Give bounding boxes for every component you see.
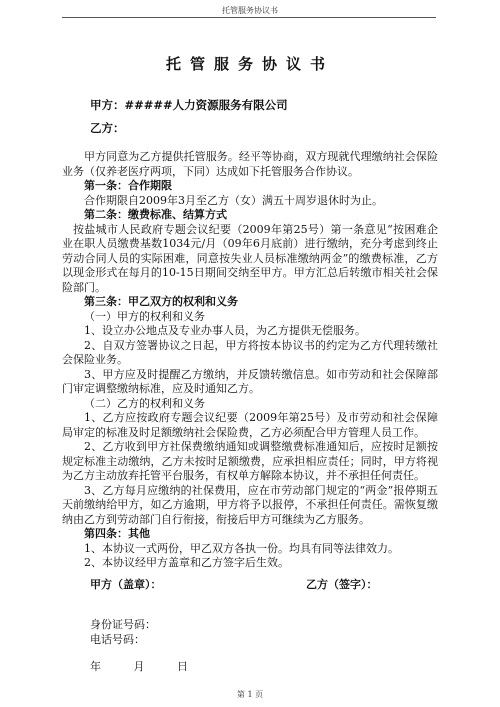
header-rule [62, 17, 436, 18]
date-day: 日 [177, 660, 188, 673]
section-4-item-2: 2、本协议经甲方盖章和乙方签字后生效。 [84, 556, 289, 569]
section-1-title: 第一条：合作期限 [84, 179, 172, 192]
section-3-a-item-3: 3、甲方应及时提醒乙方缴纳，并反馈转缴信息。如市劳动和社会保障部门审定调整缴纳标准，应及时通知乙方。 [62, 367, 438, 395]
intro-paragraph: 甲方同意为乙方提供托管服务。经平等协商，双方现就代理缴纳社会保险业务（仅养老医疗两项，下同）达成如下托管服务合作协议。 [62, 150, 438, 178]
section-3-b-item-2: 2、乙方收到甲方社保费缴纳通知或调整缴费标准通知后，应按时足额按规定标准主动缴纳，乙方未按时足额缴费，应承担相应责任；同时，甲方将视为乙方主动放弃托管平台服务，有权单方解除本协议，并不承担任何责任。 [62, 440, 438, 482]
section-4-item-1: 1、本协议一式两份，甲乙双方各执一份。均具有同等法律效力。 [84, 541, 399, 555]
party-b-line: 乙方： [90, 121, 125, 135]
page-number: 第 1 页 [236, 690, 264, 699]
section-3-b-item-3: 3、乙方每月应缴纳的社保费用，应在市劳动部门规定的“两金”报停期五天前缴纳给甲方，如乙方逾期，甲方将予以报停，不承担任何责任。需恢复缴纳由乙方到劳动部门自行衔接，衔接后甲方可继续为乙方服务。 [62, 483, 438, 526]
section-3-party-b-title: （二）乙方的权利和义务 [84, 396, 205, 410]
section-2-text: 按盐城市人民政府专题会议纪要（2009年第25号）第一条意见“按困难企业在职人员缴费基数1034元/月（09年6月底前）进行缴纳，充分考虑到终止劳动合同人员的实际困难，同意按失业人员标准缴纳两金”的缴费标准，乙方以现金形式在每月的10-15日期间交纳至甲方。甲方汇总后转缴市相关社会保险部门。 [62, 222, 438, 294]
party-a-line: 甲方：#####人力资源服务有限公司 [90, 98, 288, 112]
date-year: 年 [90, 660, 101, 673]
section-2-title: 第二条：缴费标准、结算方式 [84, 208, 227, 221]
phone-number-label: 电话号码： [90, 633, 145, 646]
section-3-b-item-1: 1、乙方应按政府专题会议纪要（2009年第25号）及市劳动和社会保障局审定的标准及时足额缴纳社会保险费，乙方必须配合甲方管理人员工作。 [62, 411, 438, 439]
party-b-signature-label: 乙方（签字）： [306, 578, 378, 591]
running-header: 托管服务协议书 [222, 6, 278, 15]
document-title: 托管服务协议书 [165, 55, 334, 73]
date-month: 月 [133, 660, 145, 673]
section-3-a-item-1: 1、设立办公地点及专业办事人员，为乙方提供无偿服务。 [84, 324, 366, 337]
id-number-label: 身份证号码： [90, 618, 156, 631]
section-3-party-a-title: （一）甲方的权利和义务 [84, 309, 205, 323]
section-1-text: 合作期限自2009年3月至乙方（女）满五十周岁退休时为止。 [84, 193, 383, 207]
section-3-title: 第三条：甲乙双方的权利和义务 [84, 295, 238, 308]
signing-date [90, 660, 188, 675]
agreement-body [62, 150, 438, 571]
party-a-seal-label: 甲方（盖章）： [90, 578, 162, 591]
section-4-title: 第四条：其他 [84, 527, 150, 540]
section-3-a-item-2: 2、自双方签署协议之日起，甲方将按本协议书的约定为乙方代理转缴社会保险业务。 [62, 338, 438, 366]
